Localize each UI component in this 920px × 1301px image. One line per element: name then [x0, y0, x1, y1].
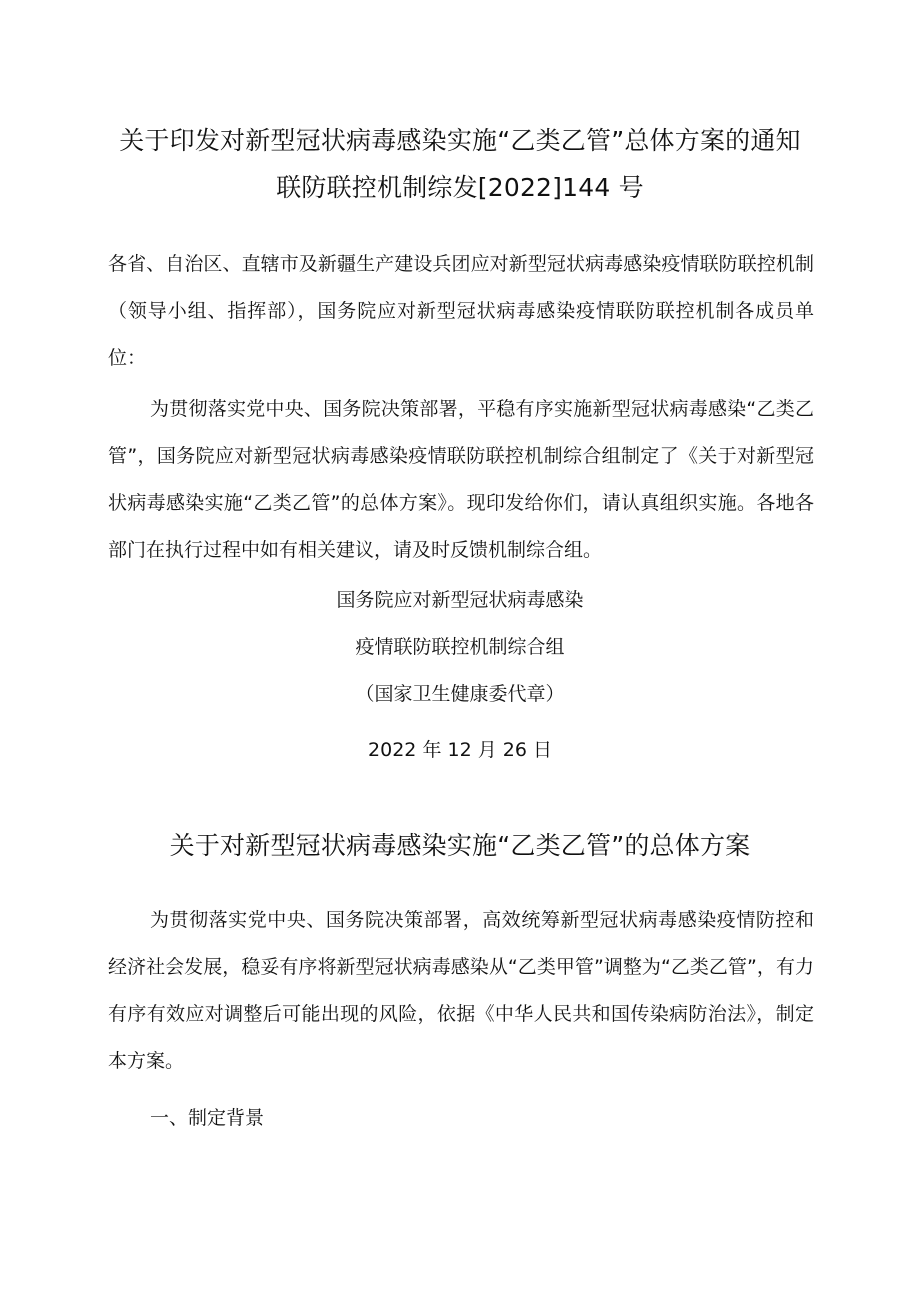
notice-title: 关于印发对新型冠状病毒感染实施“乙类乙管”总体方案的通知	[119, 126, 801, 155]
notice-body-paragraph: 为贯彻落实党中央、国务院决策部署，平稳有序实施新型冠状病毒感染“乙类乙管”，国务院应对新型冠状病毒感染疫情联防联控机制综合组制定了《关于对新型冠状病毒感染实施“乙类乙管”的总体方案》。现印发给你们，请认真组织实施。各地各部门在执行过程中如有相关建议，请及时反馈机制综合组。	[108, 398, 814, 561]
plan-intro-paragraph: 为贯彻落实党中央、国务院决策部署，高效统筹新型冠状病毒感染疫情防控和经济社会发展，稳妥有序将新型冠状病毒感染从“乙类甲管”调整为“乙类乙管”，有力有序有效应对调整后可能出现的风险，依据《中华人民共和国传染病防治法》，制定本方案。	[108, 909, 814, 1072]
document-number: 联防联控机制综发[2022]144 号	[276, 173, 644, 202]
addressee-paragraph: 各省、自治区、直辖市及新疆生产建设兵团应对新型冠状病毒感染疫情联防联控机制（领导小组、指挥部），国务院应对新型冠状病毒感染疫情联防联控机制各成员单位：	[108, 253, 814, 369]
signature-line-1: 国务院应对新型冠状病毒感染	[336, 589, 584, 611]
section-heading-background: 一、制定背景	[150, 1107, 265, 1129]
notice-date: 2022 年 12 月 26 日	[368, 739, 552, 761]
plan-title: 关于对新型冠状病毒感染实施“乙类乙管”的总体方案	[169, 831, 751, 860]
signature-line-2: 疫情联防联控机制综合组	[355, 636, 565, 658]
seal-note: （国家卫生健康委代章）	[355, 683, 565, 705]
